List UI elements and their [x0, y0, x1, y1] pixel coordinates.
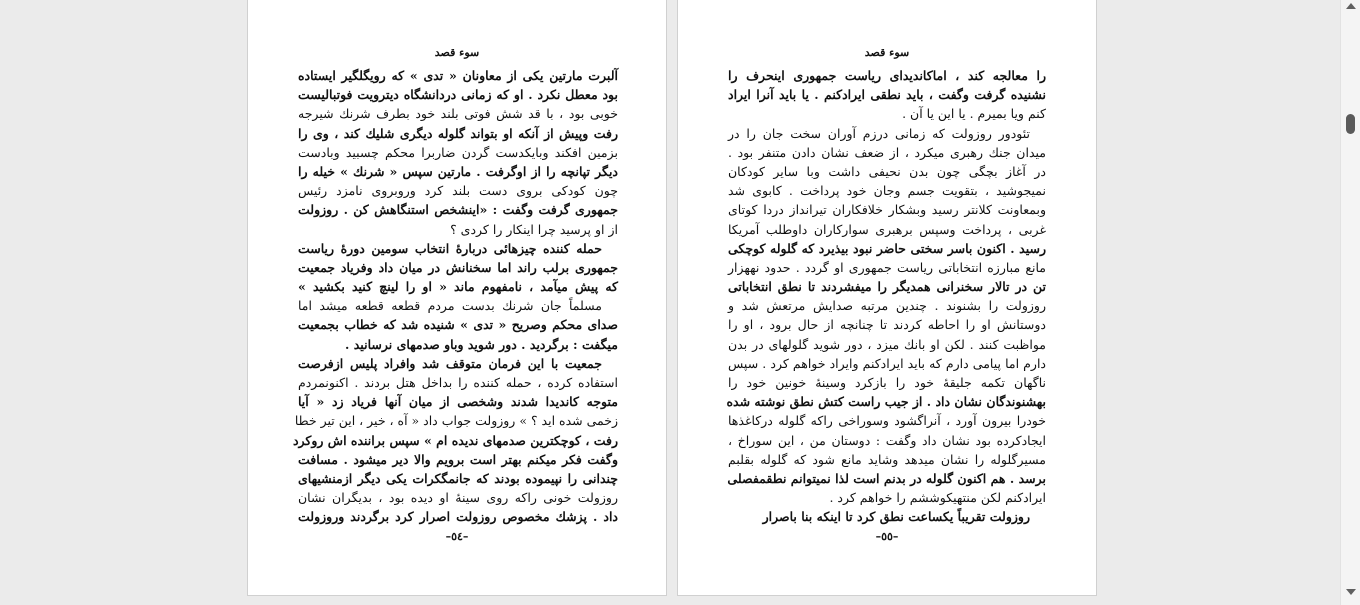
- text-line: که پیش میآمد ، نامفهوم ماند « او را لینچ کنید بکشید »: [298, 279, 618, 295]
- text-line: چندانی را نپیموده بودند که جانمگکرات یکی دیگر ازمنشیهای: [298, 470, 618, 486]
- scrollbar-thumb[interactable]: [1346, 114, 1355, 134]
- text-line: داد . پزشك مخصوص روزولت اصرار کرد برگردند وروزولت: [298, 509, 618, 525]
- text-line: مسلماً جان شرنك بدست مردم قطعه قطعه میشد اما: [298, 298, 602, 314]
- text-line: رفت وپیش از آنکه او بتواند گلوله دیگری شلیك كند ، وی را: [298, 125, 618, 141]
- text-line: تئودور روزولت که زمانی درزم آوران سخت جان را در: [728, 125, 1030, 141]
- text-line: وبمعاونت کلانتر رسید وبشکار خلافکاران تیرانداز دردا کوتای: [728, 202, 1046, 218]
- text-line: دارم اما پیامی دارم که باید ایرادکنم وایراد خواهم کرد . سپس: [728, 355, 1046, 371]
- page-header: سوء قصد: [434, 46, 480, 59]
- text-line: بود معطل نکرد . او که زمانی دردانشگاه دیترویت فوتبالیست: [298, 87, 618, 103]
- text-line: میگفت : برگردید . دور شوید وباو صدمهای نرسانید .: [345, 336, 618, 352]
- page-body: [292, 66, 618, 527]
- text-line: صدای محکم وصریح « تدی » شنیده شد که خطاب بجمعیت: [298, 317, 618, 333]
- text-line: استفاده کرده ، حمله کننده را بداخل هتل بردند . اکنونمردم: [298, 375, 618, 390]
- text-line: آلبرت مارتین یکی از معاونان « تدی » که رویگلگیر ایستاده: [298, 68, 618, 83]
- text-line: مانع مبارزه انتخاباتی ریاست جمهوری او گردد . حدود نههزار: [728, 259, 1046, 275]
- page-number: –٥٥–: [875, 530, 899, 543]
- vertical-scrollbar[interactable]: [1340, 0, 1360, 605]
- text-line: متوجه کاندیدا شدند وشخصی از میان آنها فریاد زد « آیا: [298, 394, 618, 410]
- text-line: تن در تالار سخنرانی همدیگر را میفشردند تا نطق انتخاباتی: [728, 279, 1046, 295]
- text-line: روزولت تقریباً یکساعت نطق کرد تا اینکه بنا باصرار: [762, 509, 1030, 525]
- text-line: روزولت خونی راکه روی سینهٔ او دیده بود ، بدیگران نشان: [298, 490, 618, 506]
- text-line: نمیجوشید ، بتقویت جسم وجان خود پرداخت . کابوی شد: [728, 183, 1046, 199]
- text-line: از او پرسید چرا اینکار را کردی ؟: [450, 221, 618, 237]
- text-line: ایجادکرده بود نشان داد وگفت : دوستان من ، این سوراخ ،: [728, 432, 1046, 448]
- text-line: دیگر تپانچه را از اوگرفت . مارتین سپس « شرنك » خیله را: [298, 163, 618, 179]
- text-line: کنم ویا بمیرم . یا این یا آن .: [902, 106, 1046, 122]
- scroll-down-arrow-icon[interactable]: [1346, 589, 1356, 595]
- text-line: برسد . هم اکنون گلوله در بدنم است لذا نمیتوانم نطقمفصلی: [727, 470, 1046, 486]
- text-line: میدان جنك رهبری میکرد ، از ضعف نشان دادن متنفر بود .: [728, 144, 1046, 160]
- text-line: وگفت فکر میکنم بهتر است برویم والا دیر میشود . مسافت: [298, 451, 618, 467]
- text-line: را معالجه کند ، اماکاندیدای ریاست جمهوری اینحرف را: [728, 68, 1046, 83]
- text-line: رسید . اکنون باسر سختی حاضر نبود بیذیرد که گلوله کوچکی: [728, 240, 1046, 256]
- text-line: روزولت را بشنوند . چندین مرتبه صدایش مرتعش شد و: [728, 298, 1046, 314]
- text-line: ناگهان تکمه جلیقهٔ خود را بازکرد وسینهٔ خونین خود را: [728, 375, 1046, 390]
- text-line: دوستانش او را احاطه کردند تا چنانچه از حال برود ، او را: [728, 317, 1046, 333]
- page-body: [728, 66, 1046, 527]
- text-line: مسیرگلوله را نشان میدهد وشاید مانع شود که گلوله بقلبم: [728, 451, 1046, 467]
- page-header: سوء قصد: [864, 46, 910, 59]
- text-line: نشنیده گرفت وگفت ، باید نطقی ایرادکنم . یا باید آنرا ایراد: [728, 87, 1046, 103]
- text-line: غربی ، پرداخت وسپس برهبری سوارکاران داوطلب آمریکا: [728, 221, 1046, 237]
- page-number: –٥٤–: [445, 530, 469, 543]
- text-line: رفت ، کوچکترین صدمهای ندیده ام » سپس براننده اش روکرد: [292, 432, 618, 448]
- text-line: جمهوری گرفت وگفت : «اینشخص استنگاهش کن . روزولت: [298, 202, 618, 218]
- text-line: ایرادکنم لکن منتهیکوششم را خواهم کرد .: [829, 490, 1046, 506]
- text-line: حمله کننده چیزهائی دربارهٔ انتخاب سومین دورهٔ ریاست: [298, 240, 602, 256]
- text-line: در آغاز بچگی چون بدن نحیفی داشت وبا سایر کودکان: [728, 163, 1046, 179]
- text-line: جمعیت با این فرمان متوقف شد وافراد پلیس ازفرصت: [298, 355, 602, 371]
- page-54: [247, 0, 667, 596]
- page-55: [677, 0, 1097, 596]
- text-line: جمهوری برلب راند اما سخنانش در میان داد وفریاد جمعیت: [298, 259, 618, 275]
- text-line: بزمین افکند وبایكدست گردن ضاربرا محکم چسبید وبادست: [298, 144, 618, 160]
- text-line: مواظبت کنند . لکن او بانك میزد ، دور شوید گلولهای در بدن: [728, 336, 1046, 352]
- text-line: خودرا بیرون آورد ، آنراگشود وسوراخی راکه گلوله درکاغذها: [728, 413, 1046, 429]
- text-line: خوبی بود ، با قد شش فوتی بلند خود بطرف شرنك شیرجه: [298, 106, 618, 122]
- text-line: زخمی شده اید ؟ » روزولت جواب داد « آه ، خیر ، این تیر خطا: [294, 413, 618, 429]
- text-line: چون کودکی بروی دست بلند کرد وروبروی نامزد رئیس: [298, 183, 618, 199]
- text-line: بهشنوندگان نشان داد . از جیب راست کتش نطق نوشته شده: [726, 394, 1046, 410]
- scroll-up-arrow-icon[interactable]: [1346, 3, 1356, 9]
